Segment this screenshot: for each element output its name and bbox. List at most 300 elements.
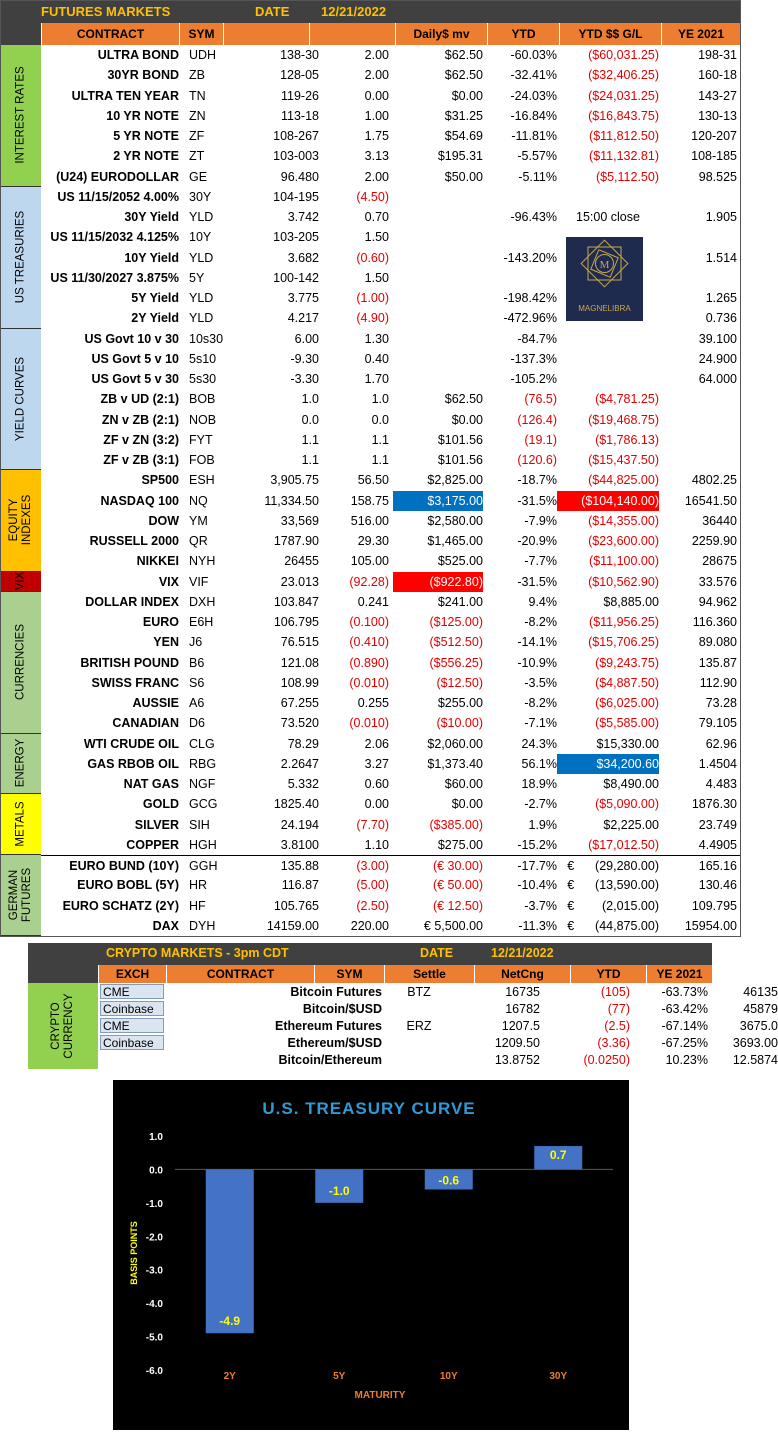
cell-chg: 220.00 — [350, 918, 389, 933]
table-row — [41, 875, 740, 895]
table-row — [41, 551, 740, 571]
section-label-text: YIELD CURVES — [14, 356, 27, 441]
cell-name: ZB v UD (2:1) — [100, 392, 179, 407]
y-tick-label: -5.0 — [145, 1332, 163, 1344]
cell-gl: ($15,437.50) — [588, 453, 659, 467]
cell-sym: NQ — [189, 493, 208, 508]
chart-ylabel: BASIS POINTS — [129, 1221, 139, 1285]
cell-name: NASDAQ 100 — [100, 493, 179, 508]
section-label-text: INTEREST RATES — [14, 66, 27, 165]
cell-ytd: -198.42% — [503, 291, 557, 305]
cell-ye: 4.483 — [705, 777, 737, 791]
cell-ye: 23.749 — [698, 817, 737, 832]
table-row — [41, 713, 740, 733]
table-row — [41, 86, 740, 106]
crypto-col-netcng: NetCng — [474, 965, 570, 983]
cell-ye: 135.87 — [698, 655, 737, 670]
cell-ytd: -10.9% — [517, 655, 557, 670]
cell-chg: (0.0250) — [583, 1053, 630, 1067]
crypto-col-contract: CONTRACT — [166, 965, 314, 983]
cell-last: 119-26 — [281, 88, 319, 103]
section-label-text: CURRENCIES — [14, 624, 27, 701]
crypto-col-exch: EXCH — [98, 965, 166, 983]
cell-ytd: -5.57% — [517, 149, 557, 164]
cell-mv: $2,580.00 — [427, 513, 483, 528]
table-row — [41, 106, 740, 126]
cell-name: 2Y Yield — [131, 311, 179, 326]
cell-mv: $2,825.00 — [427, 473, 483, 488]
cell-mv — [393, 207, 483, 227]
table-row — [41, 491, 740, 511]
cell-ytd: -2.7% — [524, 797, 557, 812]
logo-text: MAGNELIBRA — [578, 304, 631, 313]
cell-gl: ($11,812.50) — [589, 129, 659, 143]
cell-ytd: -15.2% — [517, 837, 557, 852]
cell-name: US 11/15/2032 4.125% — [50, 230, 179, 245]
cell-chg: 1.10 — [364, 837, 389, 852]
cell-sym: FYT — [189, 432, 213, 447]
cell-name: WTI CRUDE OIL — [83, 736, 179, 751]
table-row — [41, 794, 740, 814]
cell-chg: (7.70) — [356, 817, 389, 832]
cell-gl: € (2,015.00) — [567, 898, 659, 913]
cell-ytd: -31.5% — [517, 493, 557, 508]
cell-ye: 160-18 — [698, 68, 737, 83]
y-tick-label: -4.0 — [145, 1299, 163, 1311]
cell-mv: $0.00 — [451, 797, 483, 812]
cell-ytd: -24.03% — [510, 88, 557, 103]
cell-mv — [393, 308, 483, 328]
cell-gl: $8,490.00 — [603, 777, 659, 791]
cell-name: US 11/30/2027 3.875% — [50, 270, 179, 285]
cell-sym — [384, 1035, 454, 1051]
futures-date-label: DATE — [255, 4, 290, 19]
table-row — [41, 167, 740, 187]
cell-name: ULTRA BOND — [97, 48, 179, 62]
cell-ye: 33.576 — [698, 574, 737, 589]
table-row — [41, 349, 740, 369]
cell-mv: € 5,500.00 — [423, 918, 483, 933]
cell-gl: $2,225.00 — [603, 817, 659, 832]
cell-ye: 62.96 — [705, 736, 737, 751]
cell-chg: 2.00 — [364, 68, 389, 83]
cell-sym: UDH — [189, 48, 217, 62]
cell-sym: A6 — [189, 696, 205, 710]
cell-chg: 1.75 — [364, 129, 389, 143]
table-row — [41, 896, 740, 916]
cell-last: 113-18 — [281, 108, 319, 123]
section-label-text: METALS — [14, 801, 27, 847]
cell-gl: ($11,956.25) — [589, 615, 659, 629]
section-label-text: ENERGY — [14, 739, 27, 788]
cell-mv: $101.56 — [437, 432, 483, 447]
cell-exch: Coinbase — [100, 1001, 164, 1016]
cell-gl: ($5,112.50) — [595, 169, 659, 184]
section-label-3 — [1, 470, 41, 571]
cell-sym: 30Y — [189, 189, 212, 204]
cell-chg: (0.010) — [349, 675, 389, 690]
table-row — [41, 632, 740, 652]
cell-name: Bitcoin/Ethereum — [278, 1053, 382, 1067]
table-row — [41, 65, 740, 85]
cell-ytd: -11.3% — [518, 918, 557, 933]
cell-mv: $0.00 — [451, 412, 483, 427]
cell-name: EURO BUND (10Y) — [69, 859, 179, 873]
cell-chg: 1.50 — [364, 270, 389, 285]
cell-sym: ZT — [189, 149, 205, 164]
data-label-5Y: -1.0 — [328, 1183, 350, 1198]
cell-gl: ($4,781.25) — [595, 392, 659, 407]
cell-gl: ($44,825.00) — [588, 473, 659, 488]
cell-ye — [661, 268, 737, 288]
cell-last: 76.515 — [280, 635, 319, 650]
cell-gl: ($15,706.25) — [588, 635, 659, 650]
cell-gl: € (44,875.00) — [567, 918, 659, 933]
cell-ytd: -3.5% — [524, 675, 557, 690]
cell-chg: (2.50) — [356, 898, 389, 913]
cell-name: SILVER — [134, 817, 179, 832]
cell-ye — [661, 187, 737, 207]
crypto-col-ytd: YTD — [570, 965, 646, 983]
cell-sym: FOB — [189, 453, 215, 467]
cell-mv: $2,060.00 — [427, 736, 483, 751]
cell-sym: QR — [189, 534, 208, 548]
cell-last: 67.255 — [280, 696, 319, 710]
crypto-row — [98, 984, 778, 1000]
cell-mv: (€ 50.00) — [432, 878, 483, 893]
cell-ytd — [487, 227, 557, 247]
cell-mv — [393, 369, 483, 389]
cell-gl: ($11,132.81) — [589, 149, 659, 164]
cell-last: 103-205 — [273, 230, 319, 245]
cell-mv: ($922.80) — [393, 572, 483, 592]
cell-mv: $241.00 — [437, 594, 483, 609]
cell-exch: CME — [100, 984, 164, 999]
cell-last: 116.87 — [281, 878, 319, 893]
cell-ytd: -84.7% — [517, 331, 557, 346]
cell-mv: (€ 30.00) — [432, 859, 483, 873]
cell-sym: HR — [189, 878, 208, 893]
cell-ytd: -63.42% — [661, 1002, 708, 1016]
cell-last: -9.30 — [290, 351, 319, 366]
cell-sym: ESH — [189, 473, 215, 488]
cell-ytd: (76.5) — [524, 392, 557, 407]
cell-mv: $31.25 — [444, 108, 483, 123]
cell-last: 104-195 — [273, 189, 319, 204]
cell-last: 105.765 — [273, 898, 319, 913]
cell-chg: 1.70 — [364, 372, 389, 386]
cell-gl: € (13,590.00) — [567, 878, 659, 893]
cell-gl: ($24,031.25) — [588, 88, 659, 103]
cell-last: 108-267 — [273, 129, 319, 143]
cell-ye: 36440 — [702, 513, 737, 528]
cell-ytd: -67.25% — [661, 1036, 708, 1050]
table-row — [41, 612, 740, 632]
cell-sym: ZB — [189, 68, 205, 83]
table-row — [41, 329, 740, 349]
cell-sym: D6 — [189, 716, 205, 731]
cell-name: 2 YR NOTE — [113, 149, 179, 164]
section-label-text: EQUITY INDEXES — [8, 495, 33, 546]
cell-chg: 105.00 — [350, 554, 389, 569]
cell-name: 30YR BOND — [107, 68, 179, 83]
cell-gl — [557, 369, 659, 389]
cell-ye — [661, 227, 737, 247]
cell-ye: 45879 — [743, 1002, 778, 1016]
cell-ytd: -143.20% — [503, 250, 557, 265]
cell-chg: 0.00 — [364, 88, 389, 103]
cell-gl — [557, 187, 659, 207]
table-row — [41, 835, 740, 855]
section-label-6 — [1, 734, 41, 795]
cell-chg: 0.241 — [357, 594, 389, 609]
cell-sym: YLD — [189, 250, 214, 265]
cell-ytd: -18.7% — [517, 473, 557, 488]
cell-gl: $8,885.00 — [603, 594, 659, 609]
cell-chg: 2.00 — [364, 169, 389, 184]
cell-ye: 16541.50 — [684, 493, 737, 508]
cell-sym: GCG — [189, 797, 218, 812]
cell-ytd: -96.43% — [510, 210, 557, 224]
cell-name: VIX — [158, 574, 179, 589]
section-label-2 — [1, 329, 41, 471]
svg-text:M: M — [599, 259, 610, 271]
cell-ytd: -5.11% — [518, 169, 557, 184]
cell-chg: 0.40 — [364, 351, 389, 366]
cell-ytd: -137.3% — [510, 351, 557, 366]
cell-last: 5.332 — [287, 777, 319, 791]
cell-chg: 0.60 — [364, 777, 389, 791]
bar-2Y — [206, 1169, 254, 1333]
cell-mv — [393, 187, 483, 207]
cell-sym: BOB — [189, 392, 216, 407]
data-label-2Y: -4.9 — [219, 1314, 241, 1329]
table-row — [41, 531, 740, 551]
cell-name: ZF v ZN (3:2) — [103, 432, 179, 447]
section-label-0 — [1, 45, 41, 187]
cell-sym: 5Y — [189, 270, 205, 285]
cell-ytd: -7.7% — [524, 554, 557, 569]
cell-ytd: -3.7% — [524, 898, 557, 913]
cell-chg: 29.30 — [357, 534, 389, 548]
cell-ye: 2259.90 — [691, 534, 737, 548]
cell-chg: 0.255 — [357, 696, 389, 710]
cell-sym: HF — [189, 898, 206, 913]
cell-ye: 15954.00 — [684, 918, 737, 933]
cell-mv: $0.00 — [451, 88, 483, 103]
cell-name: ZN v ZB (2:1) — [101, 412, 179, 427]
section-label-1 — [1, 187, 41, 329]
cell-ytd: -14.1% — [517, 635, 557, 650]
cell-ye — [661, 430, 737, 450]
data-label-30Y: 0.7 — [549, 1148, 567, 1163]
cell-ye: 98.525 — [698, 169, 737, 184]
table-row — [41, 126, 740, 146]
cell-ytd: -31.5% — [517, 574, 557, 589]
cell-gl: ($5,585.00) — [595, 716, 659, 731]
section-label-8 — [1, 855, 41, 936]
section-label-text: US TREASURIES — [14, 210, 27, 304]
cell-mv — [393, 248, 483, 268]
cell-last: 0.0 — [301, 412, 319, 427]
cell-name: ULTRA TEN YEAR — [71, 88, 179, 103]
cell-ye: 130-13 — [698, 108, 737, 123]
cell-chg: 0.00 — [364, 797, 389, 812]
cell-mv — [393, 349, 483, 369]
cell-ytd: -10.4% — [517, 878, 557, 893]
cell-name: DAX — [152, 918, 179, 933]
cell-last: 138-30 — [280, 48, 319, 62]
col-ytd-gl: YTD $$ G/L — [559, 23, 661, 45]
cell-ytd: -17.7% — [517, 859, 557, 873]
cell-sym: YLD — [189, 210, 214, 224]
cell-sym: RBG — [189, 756, 217, 771]
cell-sym: 10s30 — [189, 331, 224, 346]
crypto-row — [98, 1018, 778, 1034]
cell-last: 23.013 — [280, 574, 319, 589]
crypto-title: CRYPTO MARKETS - 3pm CDT — [106, 946, 289, 960]
cell-ytd: -16.84% — [510, 108, 557, 123]
cell-ytd: -67.14% — [661, 1019, 708, 1033]
section-label-7 — [1, 794, 41, 855]
cell-exch: Coinbase — [100, 1035, 164, 1050]
cell-last: 1825.40 — [273, 797, 319, 812]
cell-gl — [557, 349, 659, 369]
cell-last: 2.2647 — [280, 756, 319, 771]
treasury-curve-svg — [113, 1080, 629, 1430]
cell-chg: 1.1 — [371, 432, 389, 447]
crypto-col-settle: Settle — [384, 965, 474, 983]
cell-chg: (0.010) — [349, 716, 389, 731]
cell-last: 103.847 — [273, 594, 319, 609]
section-label-5 — [1, 592, 41, 734]
cell-chg: (92.28) — [349, 574, 389, 589]
cell-ytd: -8.2% — [524, 696, 557, 710]
x-tick-label: 2Y — [223, 1371, 236, 1382]
cell-gl: ($32,406.25) — [588, 68, 659, 83]
cell-name: GAS RBOB OIL — [87, 756, 179, 771]
cell-sym: NYH — [189, 554, 216, 569]
cell-chg: 1.00 — [364, 108, 389, 123]
table-row — [41, 815, 740, 835]
cell-last: 1.1 — [301, 453, 319, 467]
crypto-title-bar — [28, 943, 712, 965]
table-row — [41, 430, 740, 450]
cell-ye — [661, 450, 737, 470]
cell-ye: 79.105 — [698, 716, 737, 731]
cell-mv — [393, 288, 483, 308]
cell-gl: ($4,887.50) — [595, 675, 659, 690]
cell-name: GOLD — [142, 797, 179, 812]
cell-ye: 108-185 — [691, 149, 737, 164]
cell-sym: DXH — [189, 594, 216, 609]
cell-sym: 10Y — [189, 230, 212, 245]
cell-gl: ($19,468.75) — [588, 412, 659, 427]
chart-title: U.S. TREASURY CURVE — [262, 1099, 476, 1118]
cell-mv: $62.50 — [444, 392, 483, 407]
cell-mv: $54.69 — [444, 129, 483, 143]
x-tick-label: 30Y — [549, 1371, 568, 1382]
cell-mv: (€ 12.50) — [432, 898, 483, 913]
cell-mv: $195.31 — [437, 149, 483, 164]
crypto-col-ye: YE 2021 — [646, 965, 712, 983]
cell-chg: (0.100) — [349, 615, 389, 629]
col-chg — [309, 23, 395, 45]
cell-last: 108.99 — [280, 675, 319, 690]
cell-sym: NGF — [189, 777, 216, 791]
table-row — [41, 369, 740, 389]
cell-chg: 3.13 — [364, 149, 389, 164]
cell-ye: 109.795 — [691, 898, 737, 913]
cell-ytd: -7.1% — [524, 716, 557, 731]
cell-exch: CME — [100, 1018, 164, 1033]
cell-name: DOLLAR INDEX — [85, 594, 179, 609]
cell-name: SP500 — [141, 473, 179, 488]
cell-sym: YLD — [189, 291, 214, 305]
cell-gl: ($1,786.13) — [595, 432, 659, 447]
cell-chg: 1.50 — [364, 230, 389, 245]
cell-last: 26455 — [284, 554, 319, 569]
y-tick-label: -3.0 — [145, 1265, 163, 1277]
cell-ytd: (126.4) — [517, 412, 557, 427]
cell-settle: 16735 — [505, 985, 540, 999]
table-row — [41, 470, 740, 490]
table-row — [41, 754, 740, 774]
cell-name: US 11/15/2052 4.00% — [57, 189, 179, 204]
cell-last: 96.480 — [280, 169, 319, 184]
cell-settle: 1209.50 — [494, 1036, 540, 1050]
cell-mv: $255.00 — [437, 696, 483, 710]
cell-mv: ($125.00) — [429, 615, 483, 629]
cell-last: 128-05 — [280, 68, 319, 83]
cell-chg: (5.00) — [356, 878, 389, 893]
cell-last: 11,334.50 — [264, 493, 319, 508]
cell-chg: 3.27 — [364, 756, 389, 771]
cell-gl: ($10,562.90) — [588, 574, 659, 589]
cell-name: 30Y Yield — [124, 210, 179, 224]
cell-mv: ($556.25) — [429, 655, 483, 670]
cell-ye: 39.100 — [698, 331, 737, 346]
cell-sym: 5s10 — [189, 351, 217, 366]
cell-mv: $1,465.00 — [427, 534, 483, 548]
table-row — [41, 511, 740, 531]
table-row — [41, 207, 740, 227]
cell-ye: 24.900 — [698, 351, 737, 366]
cell-sym: ZN — [189, 108, 206, 123]
cell-name: Ethereum Futures — [275, 1019, 382, 1033]
cell-name: DOW — [148, 513, 179, 528]
cell-name: BRITISH POUND — [80, 655, 179, 670]
cell-sym: SIH — [189, 817, 210, 832]
cell-gl: ($60,031.25) — [588, 48, 659, 62]
table-row — [41, 187, 740, 207]
cell-sym: E6H — [189, 615, 214, 629]
cell-sym: BTZ — [407, 985, 431, 999]
cell-ytd: -472.96% — [503, 311, 557, 326]
cell-name: Bitcoin Futures — [290, 985, 382, 999]
cell-sym — [384, 1052, 454, 1068]
y-tick-label: -6.0 — [145, 1366, 163, 1377]
col-ytd: YTD — [487, 23, 559, 45]
cell-ye: 165.16 — [698, 859, 737, 873]
cell-last: 73.520 — [280, 716, 319, 731]
cell-ye: 198-31 — [698, 48, 737, 62]
cell-mv: $1,373.40 — [427, 756, 483, 771]
table-row — [41, 592, 740, 612]
cell-last: 3.775 — [287, 291, 319, 305]
cell-last: 24.194 — [280, 817, 319, 832]
cell-name: EURO — [142, 615, 179, 629]
